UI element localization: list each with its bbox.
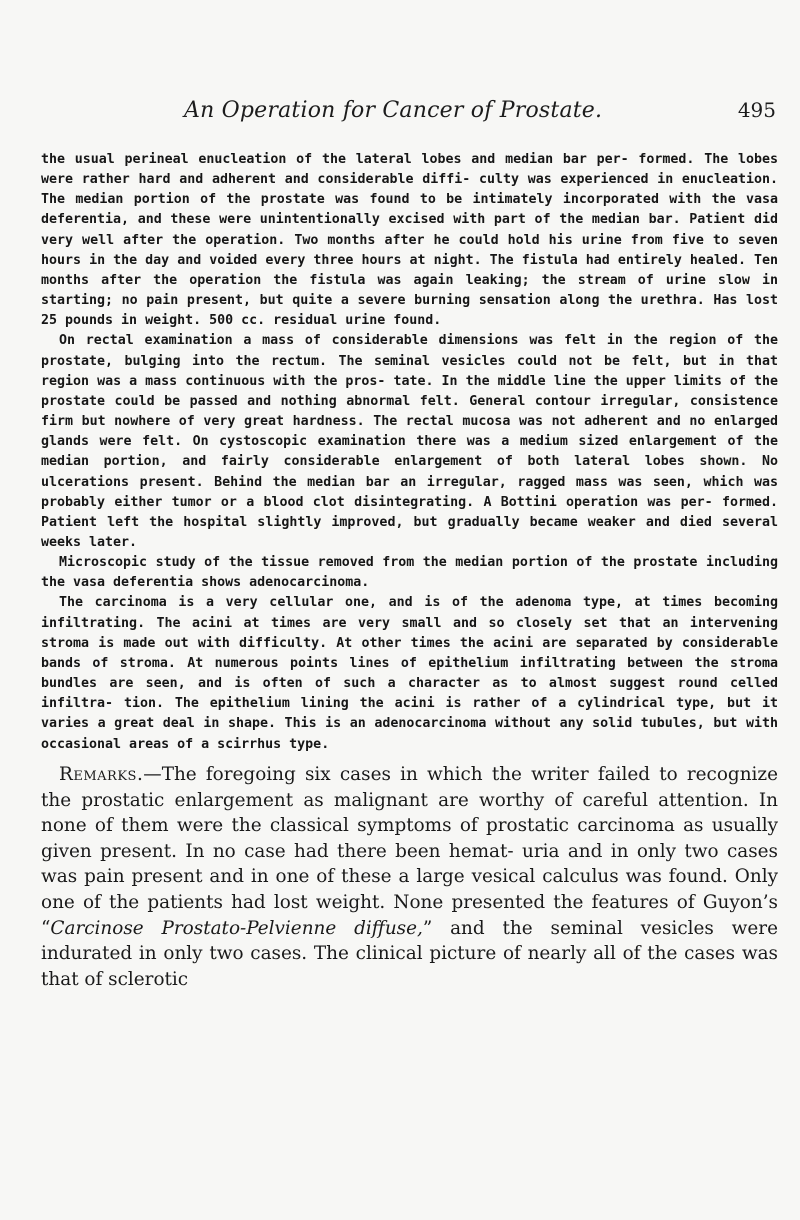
remarks-paragraph	[41, 762, 778, 992]
remarks-text-a: —The foregoing six cases in which the writer failed to recognize the prostatic enlargement as malignant are worthy of careful attention. In none of them were the classical symptoms of prostatic carcinoma as usually given present. In no case had there been hemat- uria and in only two cases was pain present and in one of these a large vesical calculus was found. Only one of the patients had lost weight. None presented the features of Guyon’s “	[41, 764, 778, 939]
remarks-section	[41, 762, 778, 992]
page-number: 495	[737, 98, 776, 122]
case-paragraph-rectal-exam: On rectal examination a mass of considerable dimensions was felt in the region of the prostate, bulging into the rectum. The seminal vesicles could not be felt, but in that region was a mass continuous with the pros- tate. In the middle line the upper limits of the prostate could be passed and nothing abnormal felt. General contour irregular, consistence firm but nowhere of very great hardness. The rectal mucosa was not adherent and no enlarged glands were felt. On cystoscopic examination there was a medium sized enlargement of the median portion, and fairly considerable enlargement of both lateral lobes shown. No ulcerations present. Behind the median bar an irregular, ragged mass was seen, which was probably either tumor or a blood clot disintegrating. A Bottini operation was per- formed. Patient left the hospital slightly improved, but gradually became weaker and died several weeks later.	[41, 333, 778, 550]
case-paragraph-microscopic: Microscopic study of the tissue removed from the median portion of the prostate including the vasa deferentia shows adenocarcinoma.	[41, 555, 778, 591]
remarks-italic-term: Carcinose Prostato-Pelvienne diffuse,	[50, 917, 423, 939]
remarks-lead: Remarks.	[59, 764, 144, 785]
running-title: An Operation for Cancer of Prostate.	[184, 98, 603, 123]
case-paragraph-carcinoma: The carcinoma is a very cellular one, and is of the adenoma type, at times becoming infiltrating. The acini at times are very small and so closely set that an intervening stroma is made out with difficulty. At other times the acini are separated by considerable bands of stroma. At numerous points lines of epithelium infiltrating between the stroma bundles are seen, and is often of such a character as to almost suggest round celled infiltra- tion. The epithelium lining the acini is rather of a cylindrical type, but it varies a great deal in shape. This is an adenocarcinoma without any solid tubules, but with occasional areas of a scirrhus type.	[41, 595, 778, 752]
remarks-text-b: ” and the seminal vesicles were indurated in only two cases. The clinical picture of nearly all of the cases was that of sclerotic	[41, 917, 778, 990]
page-header	[140, 98, 776, 138]
case-report-text	[41, 150, 778, 755]
case-paragraph-operation: the usual perineal enucleation of the lateral lobes and median bar per- formed. The lobes were rather hard and adherent and considerable diffi- culty was experienced in enucleation. The median portion of the prostate was found to be intimately incorporated with the vasa deferentia, and these were unintentionally excised with part of the median bar. Patient did very well after the operation. Two months after he could hold his urine from five to seven hours in the day and voided every three hours at night. The fistula had entirely healed. Ten months after the operation the fistula was again leaking; the stream of urine slow in starting; no pain present, but quite a severe burning sensation along the urethra. Has lost 25 pounds in weight. 500 cc. residual urine found.	[41, 152, 778, 329]
